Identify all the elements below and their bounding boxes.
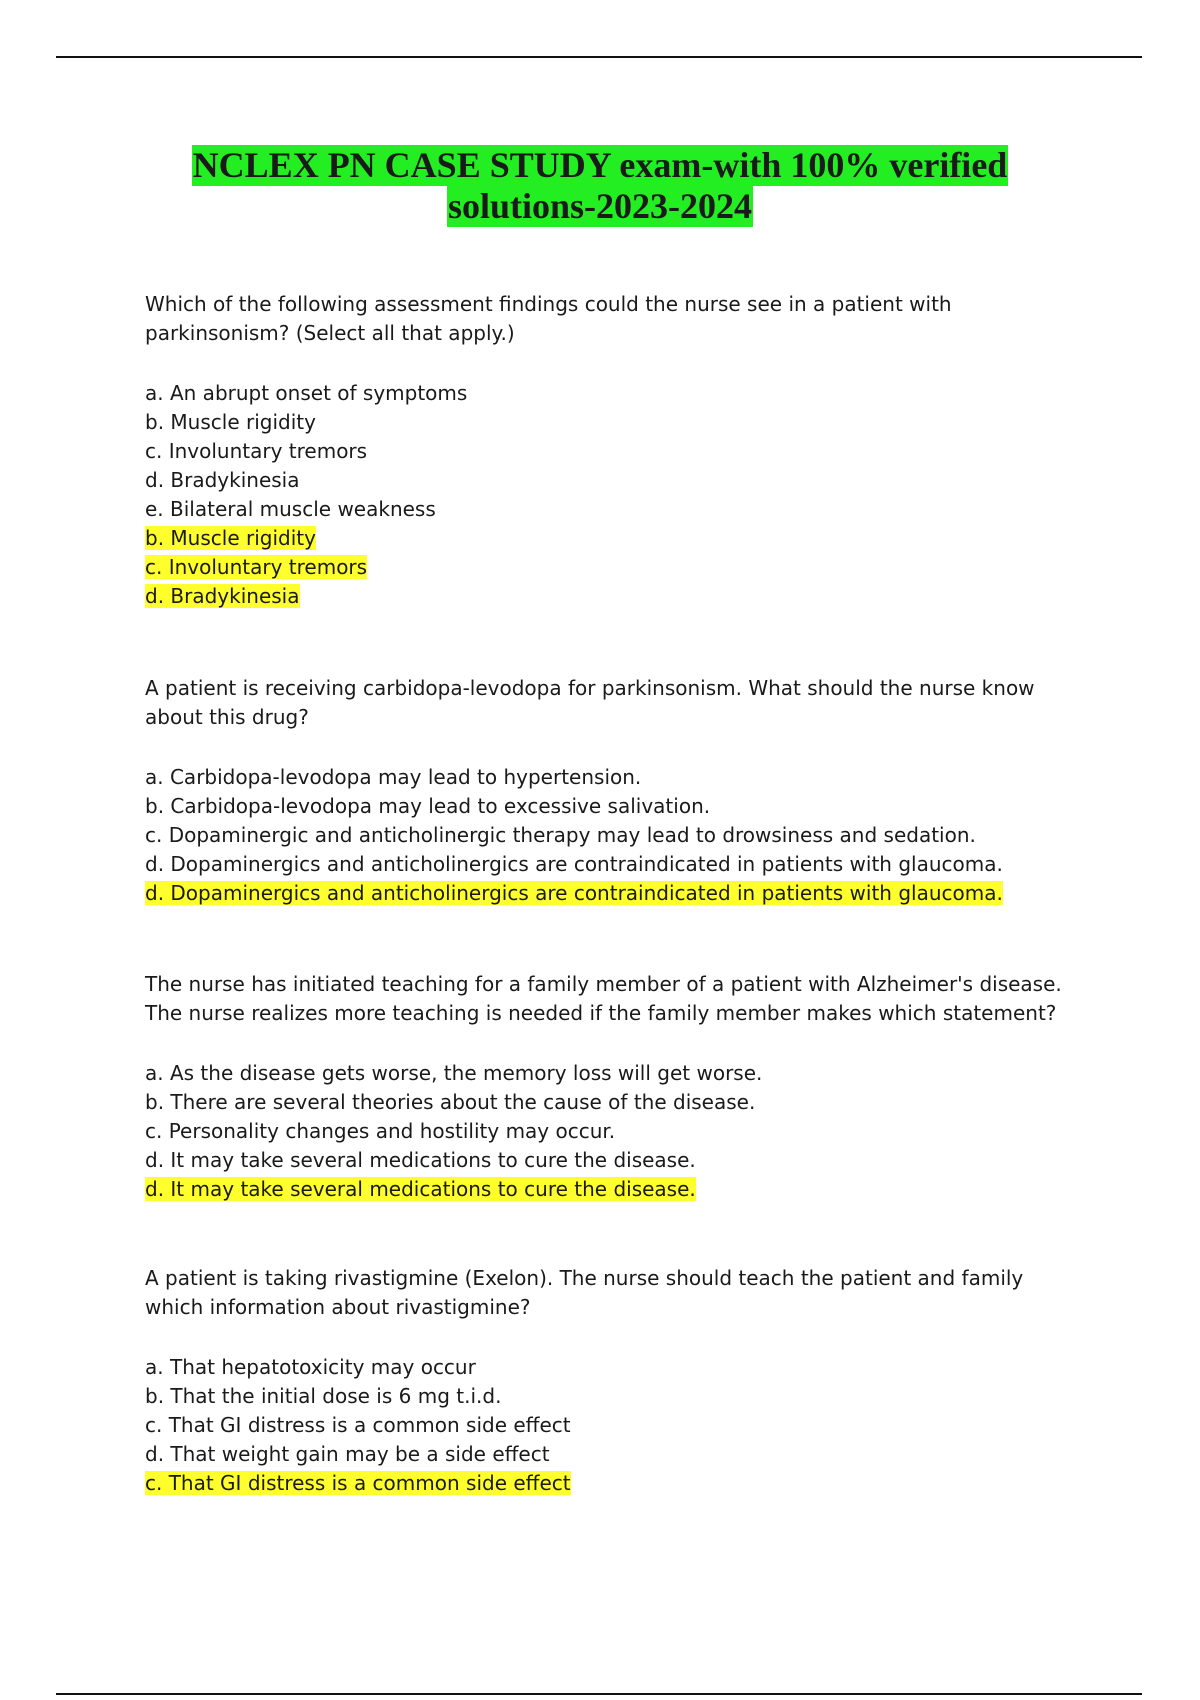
stem-line: The nurse has initiated teaching for a family member of a patient with Alzheimer's disease. xyxy=(145,972,1062,996)
title-line-2: solutions-2023-2024 xyxy=(447,186,753,226)
answer-highlight: d. It may take several medications to cure the disease. xyxy=(145,1177,696,1201)
option-d: d. Bradykinesia xyxy=(145,468,300,492)
stem-line: A patient is receiving carbidopa-levodopa for parkinsonism. What should the nurse know xyxy=(145,676,1035,700)
correct-answer xyxy=(145,1469,1045,1498)
title-line-1: NCLEX PN CASE STUDY exam-with 100% verified xyxy=(192,145,1008,185)
option-a: a. An abrupt onset of symptoms xyxy=(145,381,468,405)
question-stem xyxy=(145,970,1062,1028)
option-c: c. Personality changes and hostility may occur. xyxy=(145,1119,616,1143)
option-d: d. It may take several medications to cure the disease. xyxy=(145,1148,696,1172)
answer-options xyxy=(145,763,1045,908)
option-c: c. Involuntary tremors xyxy=(145,439,368,463)
option-c: c. Dopaminergic and anticholinergic therapy may lead to drowsiness and sedation. xyxy=(145,823,976,847)
option-e: e. Bilateral muscle weakness xyxy=(145,497,436,521)
option-d: d. That weight gain may be a side effect xyxy=(145,1442,550,1466)
option-b: b. Carbidopa-levodopa may lead to excessive salivation. xyxy=(145,794,711,818)
bottom-divider xyxy=(56,1693,1142,1695)
question-stem xyxy=(145,674,1045,732)
document-title xyxy=(0,145,1200,227)
correct-answer xyxy=(145,582,1045,611)
correct-answer xyxy=(145,524,1045,553)
answer-options xyxy=(145,1059,1045,1204)
option-c: c. That GI distress is a common side effect xyxy=(145,1413,571,1437)
option-d: d. Dopaminergics and anticholinergics are contraindicated in patients with glaucoma. xyxy=(145,852,1003,876)
stem-line: Which of the following assessment findings could the nurse see in a patient with xyxy=(145,292,952,316)
question-stem xyxy=(145,1264,1045,1322)
answer-options xyxy=(145,379,1045,611)
stem-line: parkinsonism? (Select all that apply.) xyxy=(145,321,515,345)
answer-highlight: d. Bradykinesia xyxy=(145,584,300,608)
top-divider xyxy=(56,56,1142,58)
option-a: a. Carbidopa-levodopa may lead to hypertension. xyxy=(145,765,642,789)
option-b: b. Muscle rigidity xyxy=(145,410,316,434)
answer-highlight: c. Involuntary tremors xyxy=(145,555,368,579)
answer-options xyxy=(145,1353,1045,1498)
option-b: b. That the initial dose is 6 mg t.i.d. xyxy=(145,1384,502,1408)
correct-answer xyxy=(145,553,1045,582)
question-4 xyxy=(145,1264,1045,1498)
stem-line: which information about rivastigmine? xyxy=(145,1295,531,1319)
answer-highlight: c. That GI distress is a common side effect xyxy=(145,1471,571,1495)
option-a: a. That hepatotoxicity may occur xyxy=(145,1355,476,1379)
correct-answer xyxy=(145,1175,1045,1204)
option-a: a. As the disease gets worse, the memory loss will get worse. xyxy=(145,1061,763,1085)
option-b: b. There are several theories about the cause of the disease. xyxy=(145,1090,756,1114)
answer-highlight: d. Dopaminergics and anticholinergics are contraindicated in patients with glaucoma. xyxy=(145,881,1003,905)
stem-line: The nurse realizes more teaching is needed if the family member makes which statement? xyxy=(145,1001,1057,1025)
question-stem xyxy=(145,290,1045,348)
answer-highlight: b. Muscle rigidity xyxy=(145,526,316,550)
correct-answer xyxy=(145,879,1045,908)
stem-line: about this drug? xyxy=(145,705,309,729)
question-1 xyxy=(145,290,1045,611)
question-2 xyxy=(145,674,1045,908)
question-3 xyxy=(145,970,1062,1204)
stem-line: A patient is taking rivastigmine (Exelon). The nurse should teach the patient and family xyxy=(145,1266,1024,1290)
